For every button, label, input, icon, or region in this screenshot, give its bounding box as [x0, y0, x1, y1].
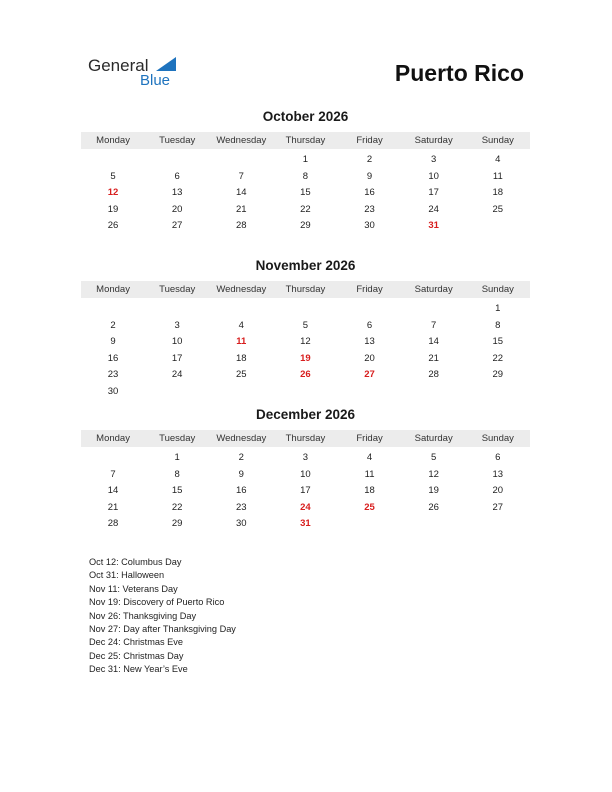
weekday-header — [81, 132, 530, 149]
week-row — [81, 202, 530, 219]
empty-day-cell — [209, 152, 273, 169]
day-cell: 6 — [174, 170, 180, 182]
day-cell: 5 — [110, 170, 116, 182]
weekday-label: Tuesday — [159, 135, 196, 146]
day-cell: 9 — [238, 468, 244, 480]
day-cell: 7 — [110, 468, 116, 480]
holiday-entry: Dec 24: Christmas Eve — [89, 637, 183, 648]
day-cell: 22 — [171, 501, 183, 513]
day-cell: 4 — [366, 452, 373, 463]
holiday-entry: Nov 27: Day after Thanksgiving Day — [89, 623, 236, 634]
day-cell: 28 — [428, 369, 439, 381]
day-cell: 29 — [171, 518, 183, 530]
day-cell: 14 — [107, 485, 119, 497]
day-cell: 26 — [300, 369, 311, 381]
week-row — [81, 318, 530, 335]
day-cell: 23 — [364, 203, 375, 215]
day-cell: 15 — [171, 485, 183, 497]
week-row — [81, 152, 530, 169]
day-cell: 3 — [431, 154, 437, 165]
day-cell: 7 — [238, 170, 244, 182]
empty-day-cell — [338, 516, 402, 533]
weekday-label: Wednesday — [216, 433, 267, 444]
day-cell: 15 — [492, 336, 504, 348]
weekday-label: Sunday — [481, 284, 514, 295]
day-cell: 22 — [300, 203, 311, 215]
week-row — [81, 516, 530, 533]
week-row — [81, 483, 530, 500]
day-cell: 12 — [428, 468, 439, 480]
weekday-label: Monday — [96, 433, 130, 444]
day-cell: 30 — [236, 518, 247, 530]
day-cell: 6 — [495, 452, 501, 463]
day-cell: 29 — [492, 369, 504, 381]
holiday-entry: Oct 31: Halloween — [89, 570, 165, 581]
day-cell: 1 — [302, 154, 309, 165]
empty-day-cell — [402, 301, 466, 318]
day-cell: 30 — [107, 385, 119, 397]
week-row — [81, 301, 530, 318]
empty-day-cell — [145, 152, 209, 169]
day-cell: 20 — [171, 203, 183, 215]
day-cell: 17 — [428, 187, 439, 199]
day-cell: 17 — [300, 485, 311, 497]
weekday-label: Thursday — [285, 135, 326, 146]
day-cell: 6 — [366, 319, 373, 331]
empty-day-cell — [209, 384, 273, 401]
day-cell: 5 — [302, 319, 309, 331]
day-cell: 16 — [107, 352, 119, 364]
day-cell: 24 — [171, 369, 183, 381]
day-cell: 19 — [300, 352, 311, 364]
day-cell: 27 — [492, 501, 504, 513]
day-cell: 3 — [174, 319, 180, 331]
day-cell: 14 — [236, 187, 247, 199]
weekday-label: Tuesday — [159, 433, 196, 444]
day-cell: 17 — [171, 352, 183, 364]
day-cell: 24 — [300, 501, 311, 513]
holiday-entry: Nov 26: Thanksgiving Day — [89, 610, 197, 621]
day-cell: 2 — [238, 452, 244, 463]
month-calendar — [81, 108, 530, 235]
week-row — [81, 218, 530, 235]
day-cell: 16 — [364, 187, 375, 199]
empty-day-cell — [466, 384, 530, 401]
day-cell: 26 — [107, 220, 119, 232]
weekday-label: Sunday — [481, 135, 514, 146]
week-row — [81, 367, 530, 384]
day-cell: 7 — [431, 319, 437, 331]
empty-day-cell — [81, 152, 145, 169]
weekday-label: Thursday — [285, 433, 326, 444]
day-cell: 13 — [171, 187, 183, 199]
day-cell: 2 — [366, 154, 373, 165]
month-title: November 2026 — [255, 258, 356, 273]
empty-day-cell — [273, 301, 337, 318]
empty-day-cell — [145, 384, 209, 401]
empty-day-cell — [338, 301, 402, 318]
day-cell: 12 — [300, 336, 311, 348]
day-cell: 5 — [431, 452, 437, 463]
week-row — [81, 450, 530, 467]
day-cell: 15 — [300, 187, 311, 199]
weekday-label: Monday — [96, 284, 130, 295]
weekday-label: Saturday — [414, 284, 453, 295]
week-row — [81, 467, 530, 484]
day-cell: 13 — [492, 468, 504, 480]
day-cell: 18 — [364, 485, 375, 497]
month-title: December 2026 — [255, 407, 356, 422]
day-cell: 4 — [495, 154, 501, 165]
day-cell: 21 — [236, 203, 247, 215]
day-cell: 14 — [428, 336, 439, 348]
day-cell: 27 — [171, 220, 183, 232]
weekday-header — [81, 281, 530, 298]
page-title: Puerto Rico — [394, 60, 524, 86]
day-cell: 30 — [364, 220, 375, 232]
brand-logo — [88, 56, 188, 92]
holiday-list — [89, 556, 236, 677]
week-row — [81, 500, 530, 517]
holiday-entry: Dec 25: Christmas Day — [89, 650, 184, 661]
day-cell: 11 — [236, 336, 247, 348]
empty-day-cell — [81, 301, 145, 318]
weekday-label: Sunday — [481, 433, 514, 444]
day-cell: 27 — [364, 369, 375, 381]
week-row — [81, 334, 530, 351]
day-cell: 19 — [428, 485, 439, 497]
empty-day-cell — [145, 301, 209, 318]
day-cell: 29 — [300, 220, 311, 232]
day-cell: 31 — [428, 220, 439, 232]
weekday-label: Friday — [356, 284, 383, 295]
day-cell: 22 — [492, 352, 504, 364]
weekday-label: Thursday — [285, 284, 326, 295]
day-cell: 19 — [107, 203, 119, 215]
week-row — [81, 384, 530, 401]
holiday-entry: Dec 31: New Year’s Eve — [89, 664, 188, 675]
day-cell: 8 — [174, 468, 180, 480]
weekday-label: Saturday — [414, 135, 453, 146]
day-cell: 4 — [238, 319, 244, 331]
day-cell: 21 — [428, 352, 439, 364]
day-cell: 28 — [236, 220, 247, 232]
weekday-label: Friday — [356, 433, 383, 444]
empty-day-cell — [338, 384, 402, 401]
month-calendar — [81, 257, 530, 401]
day-cell: 1 — [495, 303, 501, 314]
weekday-header — [81, 430, 530, 447]
week-row — [81, 169, 530, 186]
day-cell: 2 — [110, 319, 116, 331]
day-cell: 25 — [364, 501, 375, 513]
day-cell: 10 — [300, 468, 311, 480]
weekday-label: Wednesday — [216, 135, 267, 146]
empty-day-cell — [466, 516, 530, 533]
month-title: October 2026 — [262, 109, 349, 124]
logo-general-text: General — [88, 56, 149, 75]
weekday-label: Wednesday — [216, 284, 267, 295]
day-cell: 13 — [364, 336, 375, 348]
empty-day-cell — [273, 384, 337, 401]
day-cell: 25 — [492, 203, 504, 215]
day-cell: 21 — [107, 501, 119, 513]
day-cell: 23 — [236, 501, 247, 513]
day-cell: 9 — [110, 336, 116, 348]
empty-day-cell — [81, 450, 145, 467]
day-cell: 28 — [107, 518, 119, 530]
empty-day-cell — [209, 301, 273, 318]
holiday-entry: Nov 11: Veterans Day — [89, 583, 178, 594]
day-cell: 11 — [492, 170, 503, 182]
empty-day-cell — [466, 218, 530, 235]
weekday-label: Tuesday — [159, 284, 196, 295]
weekday-label: Friday — [356, 135, 383, 146]
holiday-entry: Nov 19: Discovery of Puerto Rico — [89, 597, 225, 608]
week-row — [81, 185, 530, 202]
day-cell: 18 — [492, 187, 504, 199]
day-cell: 25 — [236, 369, 247, 381]
day-cell: 10 — [428, 170, 439, 182]
day-cell: 23 — [107, 369, 119, 381]
day-cell: 3 — [302, 452, 309, 463]
month-calendar — [81, 406, 530, 533]
day-cell: 10 — [171, 336, 183, 348]
day-cell: 20 — [492, 485, 504, 497]
day-cell: 12 — [107, 187, 119, 199]
day-cell: 11 — [364, 468, 375, 480]
day-cell: 8 — [495, 319, 501, 331]
day-cell: 24 — [428, 203, 439, 215]
logo-triangle-icon — [156, 57, 176, 71]
day-cell: 31 — [300, 518, 311, 530]
empty-day-cell — [402, 384, 466, 401]
day-cell: 18 — [236, 352, 247, 364]
weekday-label: Saturday — [414, 433, 453, 444]
day-cell: 16 — [236, 485, 247, 497]
day-cell: 20 — [364, 352, 375, 364]
day-cell: 1 — [174, 452, 180, 463]
holiday-entry: Oct 12: Columbus Day — [89, 557, 182, 567]
week-row — [81, 351, 530, 368]
weekday-label: Monday — [96, 135, 130, 146]
logo-blue-text: Blue — [140, 72, 171, 89]
empty-day-cell — [402, 516, 466, 533]
day-cell: 26 — [428, 501, 439, 513]
day-cell: 8 — [302, 170, 309, 182]
day-cell: 9 — [366, 170, 373, 182]
